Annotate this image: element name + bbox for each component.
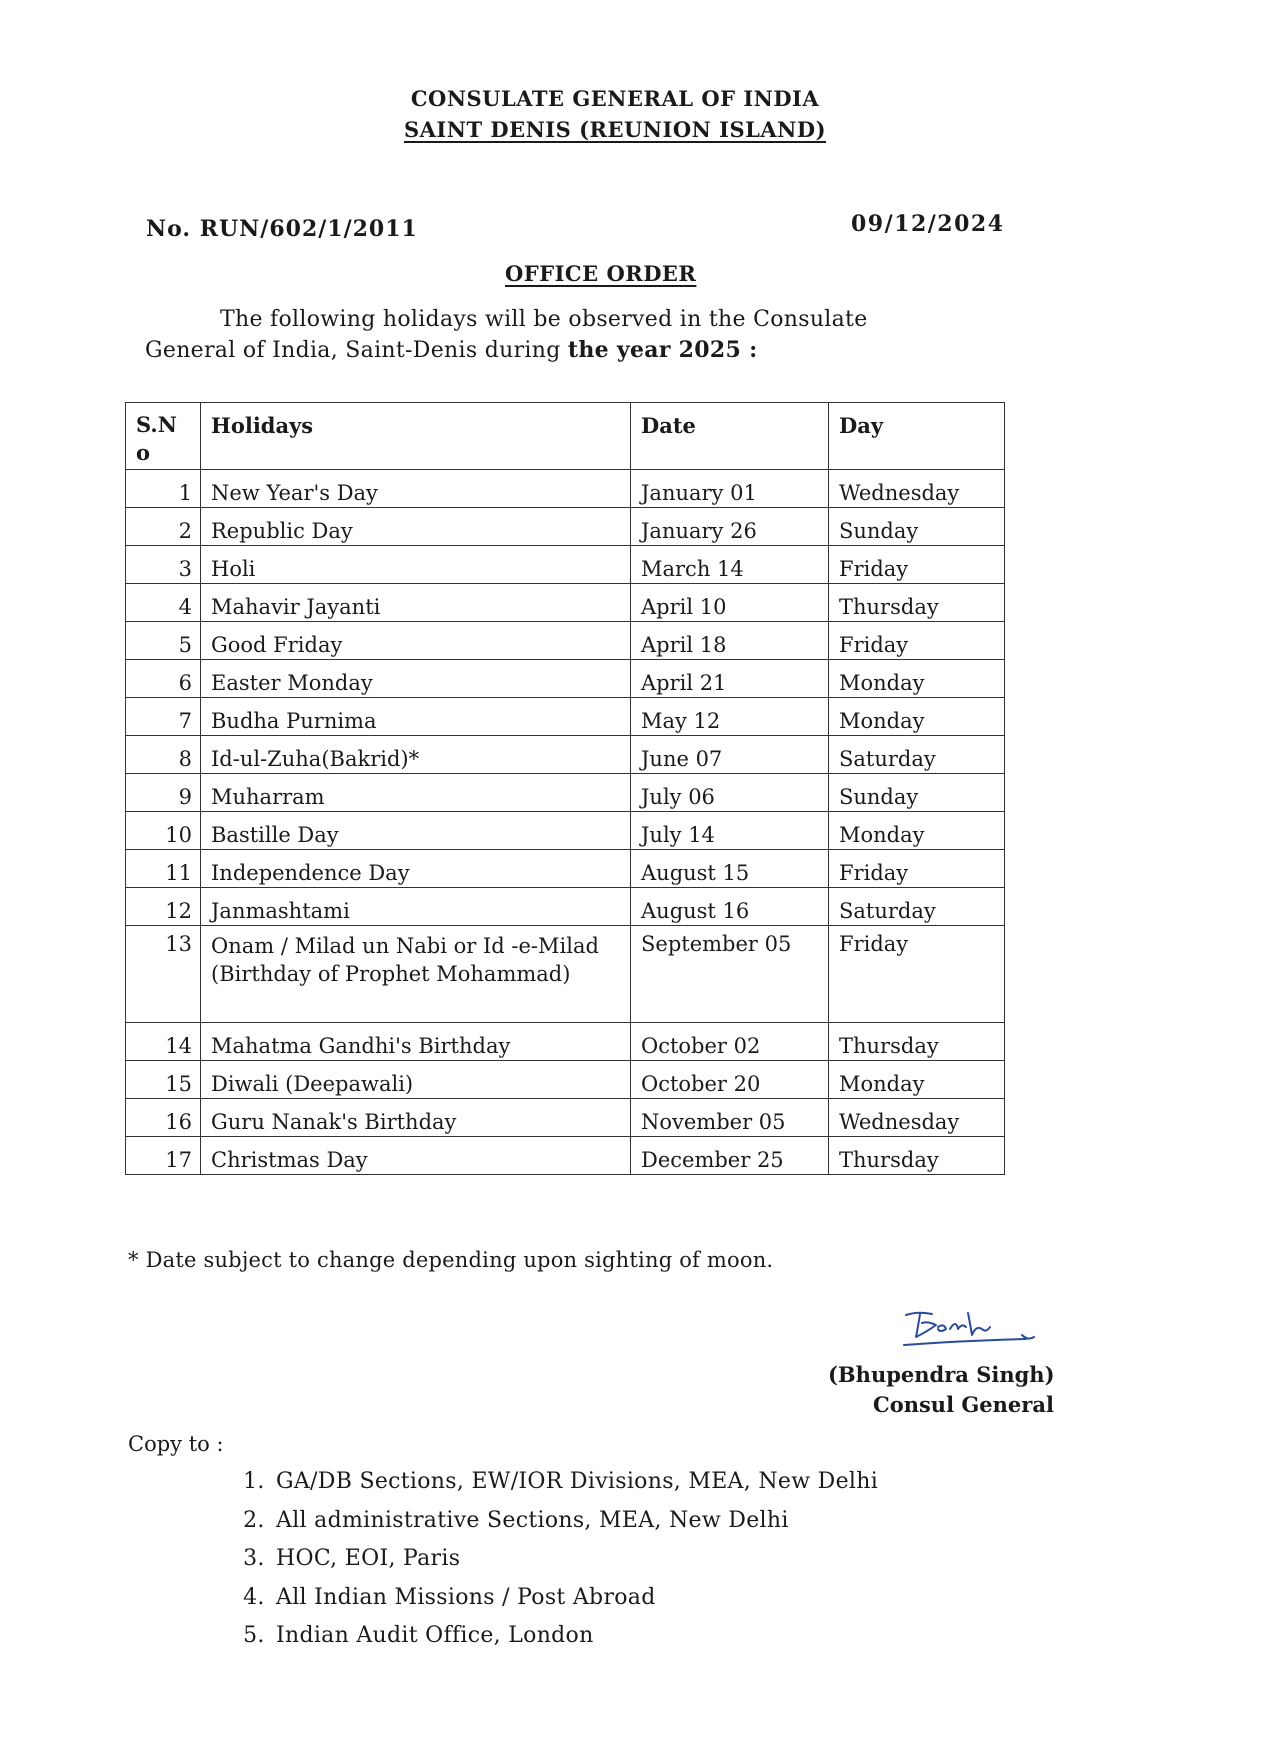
- intro-year: the year 2025 :: [567, 337, 758, 363]
- cell-date: November 05: [631, 1099, 829, 1137]
- cell-sno: 1: [126, 470, 201, 508]
- cell-date: May 12: [631, 698, 829, 736]
- cell-day: Monday: [829, 1061, 1005, 1099]
- signatory-title: Consul General: [873, 1392, 1054, 1417]
- cell-sno: 16: [126, 1099, 201, 1137]
- cell-holiday: Bastille Day: [201, 812, 631, 850]
- table-row: [126, 508, 1005, 546]
- table-row: [126, 850, 1005, 888]
- cell-date: January 01: [631, 470, 829, 508]
- holiday-table-body: [126, 470, 1005, 1175]
- cell-sno: 6: [126, 660, 201, 698]
- cell-date: April 21: [631, 660, 829, 698]
- cell-date: October 20: [631, 1061, 829, 1099]
- org-name: CONSULATE GENERAL OF INDIA: [410, 86, 820, 111]
- cell-day: Sunday: [829, 774, 1005, 812]
- cell-date: August 16: [631, 888, 829, 926]
- cell-holiday: Id-ul-Zuha(Bakrid)*: [201, 736, 631, 774]
- cell-holiday: Diwali (Deepawali): [201, 1061, 631, 1099]
- cell-sno: 15: [126, 1061, 201, 1099]
- table-row: [126, 584, 1005, 622]
- cell-sno: 2: [126, 508, 201, 546]
- table-header-row: [126, 403, 1005, 470]
- header-date: Date: [631, 403, 829, 470]
- cell-day: Thursday: [829, 584, 1005, 622]
- cell-date: April 18: [631, 622, 829, 660]
- cell-date: January 26: [631, 508, 829, 546]
- cell-day: Saturday: [829, 736, 1005, 774]
- cell-day: Wednesday: [829, 470, 1005, 508]
- cell-day: Saturday: [829, 888, 1005, 926]
- cell-holiday: New Year's Day: [201, 470, 631, 508]
- cell-day: Friday: [829, 850, 1005, 888]
- cell-date: April 10: [631, 584, 829, 622]
- list-item: 3. HOC, EOI, Paris: [272, 1540, 878, 1579]
- header-sno: S.N o: [126, 403, 201, 470]
- cell-sno: 7: [126, 698, 201, 736]
- cell-sno: 10: [126, 812, 201, 850]
- table-row: [126, 546, 1005, 584]
- cell-holiday: Guru Nanak's Birthday: [201, 1099, 631, 1137]
- table-row: [126, 774, 1005, 812]
- table-row: [126, 1023, 1005, 1061]
- intro-line-2-text: General of India, Saint-Denis during: [145, 338, 568, 363]
- table-row: [126, 1061, 1005, 1099]
- intro-paragraph: [145, 305, 975, 366]
- cell-date: August 15: [631, 850, 829, 888]
- cell-day: Friday: [829, 546, 1005, 584]
- table-row: [126, 1099, 1005, 1137]
- cell-holiday: Budha Purnima: [201, 698, 631, 736]
- list-item: 2. All administrative Sections, MEA, New Delhi: [272, 1502, 878, 1541]
- cell-date: October 02: [631, 1023, 829, 1061]
- cell-sno: 11: [126, 850, 201, 888]
- cell-day: Sunday: [829, 508, 1005, 546]
- header-day: Day: [829, 403, 1005, 470]
- table-row: [126, 1137, 1005, 1175]
- holiday-table: [125, 402, 1005, 1175]
- table-row: [126, 926, 1005, 1023]
- cell-holiday: Good Friday: [201, 622, 631, 660]
- cell-holiday: Easter Monday: [201, 660, 631, 698]
- cell-day: Friday: [829, 622, 1005, 660]
- cell-day: Thursday: [829, 1023, 1005, 1061]
- cell-date: July 14: [631, 812, 829, 850]
- table-row: [126, 698, 1005, 736]
- cell-day: Friday: [829, 926, 1005, 1023]
- table-row: [126, 622, 1005, 660]
- table-row: [126, 812, 1005, 850]
- org-location: SAINT DENIS (REUNION ISLAND): [403, 117, 827, 142]
- cell-holiday: Mahatma Gandhi's Birthday: [201, 1023, 631, 1061]
- cell-date: July 06: [631, 774, 829, 812]
- cell-holiday: Mahavir Jayanti: [201, 584, 631, 622]
- cell-day: Thursday: [829, 1137, 1005, 1175]
- reference-number: No. RUN/602/1/2011: [146, 216, 418, 242]
- cell-holiday: Republic Day: [201, 508, 631, 546]
- cell-day: Monday: [829, 812, 1005, 850]
- cell-sno: 5: [126, 622, 201, 660]
- cell-date: September 05: [631, 926, 829, 1023]
- cell-holiday: Independence Day: [201, 850, 631, 888]
- table-row: [126, 660, 1005, 698]
- cell-sno: 4: [126, 584, 201, 622]
- cell-sno: 13: [126, 926, 201, 1023]
- signatory-name: (Bhupendra Singh): [828, 1362, 1055, 1387]
- cell-sno: 3: [126, 546, 201, 584]
- table-row: [126, 470, 1005, 508]
- intro-line-1: The following holidays will be observed in the Consulate: [220, 307, 868, 332]
- copy-to-label: Copy to :: [128, 1432, 224, 1456]
- cell-sno: 9: [126, 774, 201, 812]
- cell-holiday: Janmashtami: [201, 888, 631, 926]
- cell-date: June 07: [631, 736, 829, 774]
- cell-day: Wednesday: [829, 1099, 1005, 1137]
- cell-date: March 14: [631, 546, 829, 584]
- cell-date: December 25: [631, 1137, 829, 1175]
- cell-sno: 14: [126, 1023, 201, 1061]
- list-item: 1. GA/DB Sections, EW/IOR Divisions, MEA, New Delhi: [272, 1463, 878, 1502]
- cell-holiday: Muharram: [201, 774, 631, 812]
- copy-to-list: [238, 1463, 878, 1656]
- list-item: 5. Indian Audit Office, London: [272, 1617, 878, 1656]
- cell-day: Monday: [829, 698, 1005, 736]
- header-holiday: Holidays: [201, 403, 631, 470]
- cell-sno: 8: [126, 736, 201, 774]
- cell-holiday: Christmas Day: [201, 1137, 631, 1175]
- intro-line-2: [145, 335, 975, 366]
- table-row: [126, 736, 1005, 774]
- cell-sno: 12: [126, 888, 201, 926]
- cell-holiday: Holi: [201, 546, 631, 584]
- table-row: [126, 888, 1005, 926]
- order-title: OFFICE ORDER: [505, 261, 697, 286]
- footnote: * Date subject to change depending upon sighting of moon.: [128, 1248, 774, 1272]
- list-item: 4. All Indian Missions / Post Abroad: [272, 1579, 878, 1618]
- cell-sno: 17: [126, 1137, 201, 1175]
- reference-date: 09/12/2024: [851, 211, 1005, 237]
- cell-day: Monday: [829, 660, 1005, 698]
- cell-holiday: Onam / Milad un Nabi or Id -e-Milad (Birthday of Prophet Mohammad): [201, 926, 631, 1023]
- signature-image: [898, 1305, 1048, 1355]
